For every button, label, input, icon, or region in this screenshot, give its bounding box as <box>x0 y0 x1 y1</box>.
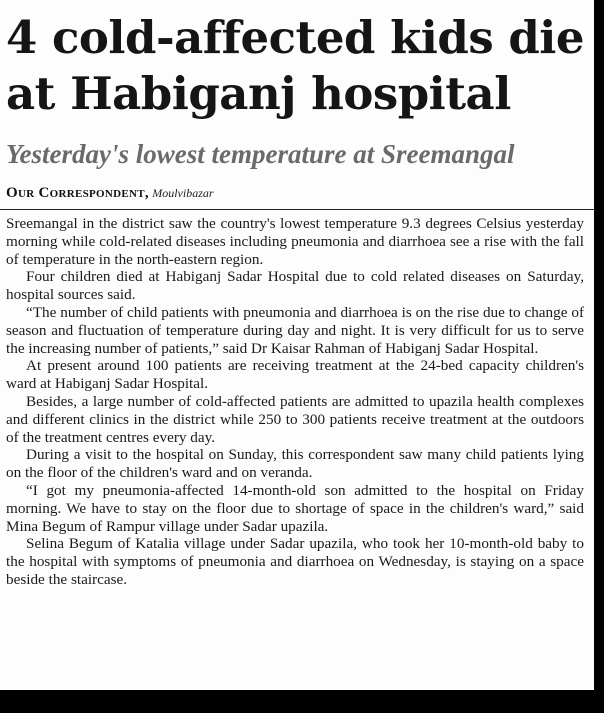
scan-edge-bottom <box>0 690 604 713</box>
article-paragraph: At present around 100 patients are receiving treatment at the 24-bed capacity children's ward at Habiganj Sadar Hospital. <box>6 357 584 393</box>
article-paragraph: “I got my pneumonia-affected 14-month-old son admitted to the hospital on Friday morning. We have to stay on the floor due to shortage of space in the children's ward,” said Mina Begum of Rampur village under Sadar upazila. <box>6 481 584 535</box>
article-body <box>6 215 584 589</box>
divider-rule <box>0 209 594 210</box>
article-paragraph: During a visit to the hospital on Sunday, this correspondent saw many child patients lying on the floor of the children's ward and on veranda. <box>6 446 584 482</box>
byline-location: Moulvibazar <box>152 186 214 200</box>
subheadline: Yesterday's lowest temperature at Sreemangal <box>6 139 515 169</box>
byline <box>6 184 214 202</box>
article-paragraph: Selina Begum of Katalia village under Sadar upazila, who took her 10-month-old baby to the hospital with symptoms of pneumonia and diarrhoea on Wednesday, is staying on a space beside the staircase. <box>6 535 584 588</box>
article-paragraph: “The number of child patients with pneumonia and diarrhoea is on the rise due to change of season and fluctuation of temperature during day and night. It is very difficult for us to serve the increasing number of patients,” said Dr Kaisar Rahman of Habiganj Sadar Hospital. <box>6 303 584 357</box>
headline: 4 cold-affected kids die at Habiganj hospital <box>6 11 585 120</box>
scan-edge-right <box>594 0 604 690</box>
byline-author: Our Correspondent, <box>6 185 149 201</box>
article-paragraph: Four children died at Habiganj Sadar Hospital due to cold related diseases on Saturday, hospital sources said. <box>6 268 584 304</box>
article-paragraph: Besides, a large number of cold-affected patients are admitted to upazila health complexes and different clinics in the district while 250 to 300 patients receive treatment at the outdoors of the treatment centres every day. <box>6 392 584 446</box>
article-paragraph: Sreemangal in the district saw the country's lowest temperature 9.3 degrees Celsius yesterday morning while cold-related diseases including pneumonia and diarrhoea see a rise with the fall of temperature in the north-eastern region. <box>6 215 584 268</box>
